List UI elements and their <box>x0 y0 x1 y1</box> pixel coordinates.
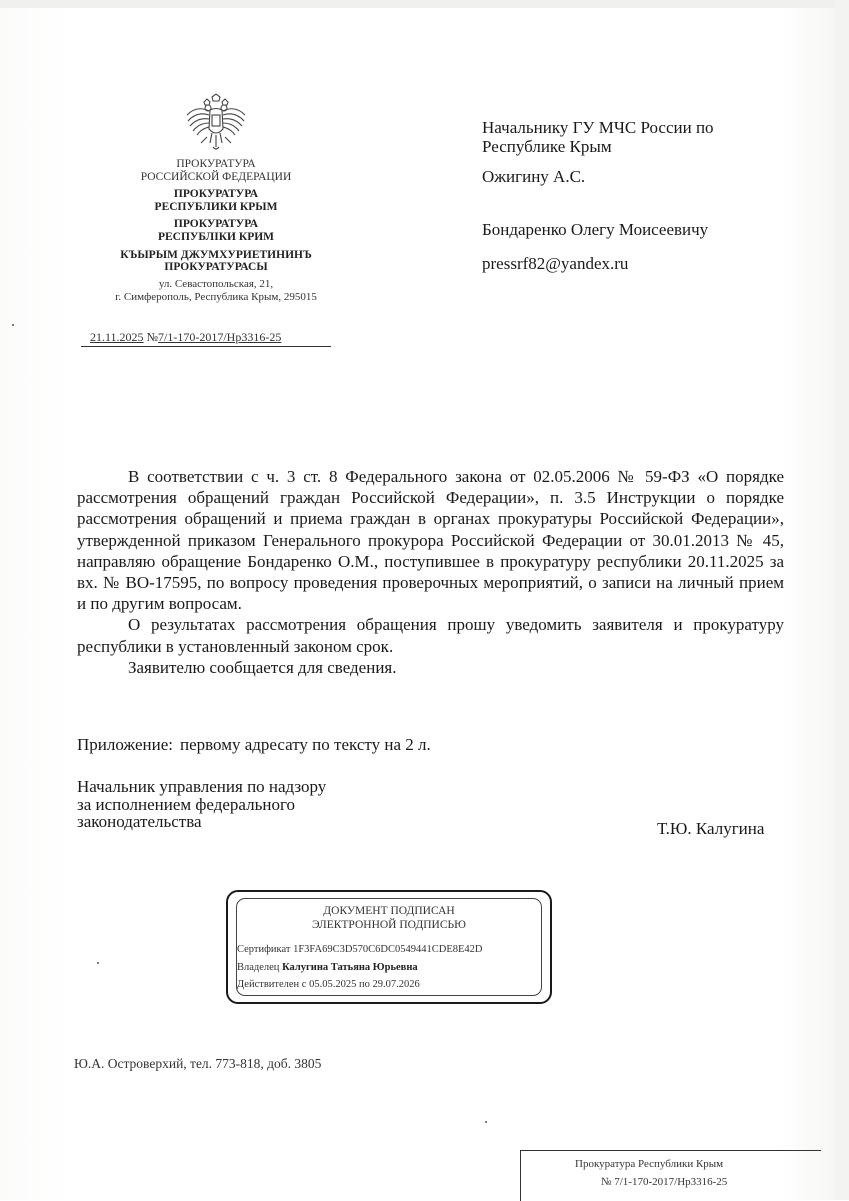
org-line: РОССИЙСКОЙ ФЕДЕРАЦИИ <box>140 170 292 183</box>
stamp-certificate <box>237 944 483 955</box>
registration-number-line <box>601 1176 727 1188</box>
executor-contact: Ю.А. Островерхий, тел. 773-818, доб. 3805 <box>74 1056 322 1071</box>
attachment-label: Приложение: <box>77 735 173 754</box>
outgoing-reference <box>81 330 331 347</box>
valid-label: Действителен <box>237 979 300 990</box>
attachment-line <box>77 735 431 755</box>
valid-to: 29.07.2026 <box>372 979 420 990</box>
coat-of-arms-icon <box>183 93 249 155</box>
scan-speck <box>485 1121 487 1123</box>
registration-org: Прокуратура Республики Крым <box>575 1158 724 1170</box>
stamp-title-line1: ДОКУМЕНТ ПОДПИСАН <box>323 905 455 917</box>
letter-body <box>77 466 784 678</box>
outgoing-date: 21.11.2025 <box>90 330 144 344</box>
certificate-value: 1F3FA69C3D570C6DC0549441CDE8E42D <box>293 944 483 955</box>
org-address-line1: ул. Севастопольская, 21, <box>158 277 274 290</box>
certificate-label: Сертификат <box>237 944 291 955</box>
signer-position <box>77 778 397 831</box>
stamp-validity <box>237 979 420 990</box>
number-sign: № <box>146 330 159 344</box>
org-line: ПРОКУРАТУРА <box>176 158 256 170</box>
body-paragraph-3: Заявителю сообщается для сведения. <box>128 657 397 677</box>
attachment-text: первому адресату по тексту на 2 л. <box>179 735 431 754</box>
signer-position-line3: законодательства <box>77 812 202 831</box>
organization-header <box>100 158 332 304</box>
body-paragraph-2: О результатах рассмотрения обращения прошу уведомить заявителя и прокуратуру республики в установленный законом срок. <box>77 615 784 656</box>
addressee-line3: Ожигину А.С. <box>482 167 586 186</box>
org-line: ПРОКУРАТУРА <box>173 188 259 201</box>
registration-box <box>520 1150 821 1201</box>
stamp-owner <box>237 962 418 973</box>
addressee-block <box>482 119 802 274</box>
addressee-line4: Бондаренко Олегу Моисеевичу <box>482 219 709 239</box>
valid-to-label: по <box>358 979 370 990</box>
stamp-title-line2: ЭЛЕКТРОННОЙ ПОДПИСЬЮ <box>312 919 466 931</box>
signer-name: Т.Ю. Калугина <box>657 819 765 838</box>
stamp-title <box>228 904 550 932</box>
body-paragraph-1: В соответствии с ч. 3 ст. 8 Федерального закона от 02.05.2006 № 59-ФЗ «О порядке рассмотрения обращений граждан Российской Федерации», п. 3.5 Инструкции о порядке рассмотрения обращений и приема граждан в органах прокуратуры Российской Федерации», утвержденной приказом Генерального прокурора Российской Федерации от 30.01.2013 № 45, направляю обращение Бондаренко О.М., поступившее в прокуратуру республики 20.11.2025 за вх. № ВО-17595, по вопросу проведения проверочных мероприятий, о записи на личный прием и по другим вопросам. <box>77 467 784 614</box>
scan-edge-right <box>835 0 849 1200</box>
addressee-line1: Начальнику ГУ МЧС России по <box>482 118 714 137</box>
outgoing-number: 7/1-170-2017/Нр3316-25 <box>158 330 282 344</box>
addressee-line2: Республике Крым <box>482 136 612 156</box>
addressee-email: pressrf82@yandex.ru <box>482 254 629 273</box>
electronic-signature-stamp <box>226 890 552 1004</box>
signer-position-line2: за исполнением федерального <box>77 794 296 814</box>
org-line: ПРОКУРАТУРАСЫ <box>164 261 268 274</box>
registration-number-sign: № <box>601 1176 612 1188</box>
owner-value: Калугина Татьяна Юрьевна <box>282 962 418 973</box>
org-line: ПРОКУРАТУРА <box>173 218 259 231</box>
scan-speck <box>12 324 14 326</box>
owner-label: Владелец <box>237 962 280 973</box>
org-line: РЕСПУБЛІКИ КРИМ <box>157 230 275 243</box>
registration-number: 7/1-170-2017/Нр3316-25 <box>614 1176 728 1188</box>
valid-from-label: с <box>301 979 307 990</box>
valid-from: 05.05.2025 <box>309 979 357 990</box>
signer-position-line1: Начальник управления по надзору <box>77 777 327 796</box>
org-address-line2: г. Симферополь, Республика Крым, 295015 <box>115 290 317 303</box>
scan-speck <box>97 962 99 964</box>
scan-edge-top <box>0 0 849 8</box>
org-line: КЪЫРЫМ ДЖУМХУРИЕТИНИНЪ <box>120 248 312 261</box>
org-line: РЕСПУБЛИКИ КРЫМ <box>154 200 278 213</box>
